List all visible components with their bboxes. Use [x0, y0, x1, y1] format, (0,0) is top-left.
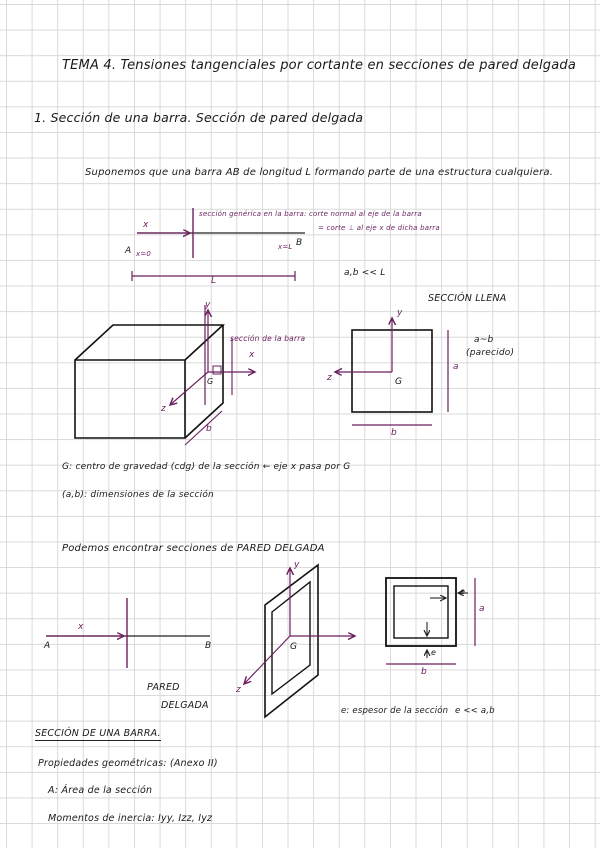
frame-z-label: z — [236, 685, 241, 695]
beam-note-1: sección genérica en la barra: corte normal al eje de la barra — [199, 210, 422, 218]
box-g-label: G — [207, 377, 214, 386]
frame-y-label: y — [294, 560, 300, 570]
full-a-label: a — [453, 362, 459, 372]
box-3d-diagram — [75, 305, 255, 445]
full-g-label: G — [395, 377, 403, 387]
e-definition: e: espesor de la sección — [341, 706, 449, 716]
full-note-1: a~b — [474, 335, 494, 345]
full-section-diagram — [335, 318, 448, 425]
hollow-a-label: a — [479, 604, 485, 614]
hollow-b-label: b — [421, 667, 427, 677]
box-b-label: b — [206, 424, 212, 434]
thin-wall-beam-diagram — [46, 598, 210, 668]
beam-point-a: A — [125, 246, 132, 256]
full-section-heading: SECCIÓN LLENA — [428, 293, 507, 304]
ratio-note: a,b << L — [344, 268, 386, 278]
full-note-2: (parecido) — [466, 348, 515, 358]
moments-of-inertia: Momentos de inercia: Iyy, Izz, Iyz — [48, 813, 213, 824]
beam-x-label: x — [143, 220, 149, 230]
geometric-properties: Propiedades geométricas: (Anexo II) — [38, 758, 218, 769]
section1-intro: Suponemos que una barra AB de longitud L formando parte de una estructura cualquiera. — [85, 167, 554, 178]
thin-point-b: B — [205, 641, 212, 651]
beam-note-2: = corte ⊥ al eje x de dicha barra — [318, 224, 440, 232]
box-y-label: y — [205, 300, 211, 310]
hollow-e-bottom-label: e — [431, 648, 437, 657]
page-title: TEMA 4. Tensiones tangenciales por cortante en secciones de pared delgada — [62, 58, 577, 73]
box-z-label: z — [161, 404, 166, 414]
e-ratio: e << a,b — [455, 706, 495, 716]
box-section-note: sección de la barra — [230, 334, 306, 343]
hollow-e-label: e — [460, 587, 466, 596]
thin-point-a: A — [44, 641, 51, 651]
section2-heading: SECCIÓN DE UNA BARRA. — [35, 728, 161, 739]
thin-frame-diagram — [244, 565, 355, 717]
section1-heading: 1. Sección de una barra. Sección de pared delgada — [34, 110, 364, 125]
beam-point-b: B — [296, 238, 303, 248]
thin-wall-intro: Podemos encontrar secciones de PARED DELGADA — [62, 543, 325, 554]
beam-xl-label: x=L — [278, 243, 293, 251]
area-definition: A: Área de la sección — [48, 785, 153, 796]
frame-g-label: G — [290, 642, 298, 652]
beam-length-label: L — [211, 276, 217, 286]
g-definition: G: centro de gravedad (cdg) de la sección ← eje x pasa por G — [62, 462, 351, 472]
thin-x-label: x — [78, 622, 84, 632]
full-z-label: z — [327, 373, 332, 383]
full-y-label: y — [397, 308, 403, 318]
full-b-label: b — [391, 428, 397, 438]
box-x-label: x — [249, 350, 255, 360]
beam-x0-label: x=0 — [136, 250, 152, 258]
ab-definition: (a,b): dimensiones de la sección — [62, 490, 214, 500]
delgada-label: DELGADA — [161, 700, 209, 711]
pared-label: PARED — [147, 682, 180, 693]
